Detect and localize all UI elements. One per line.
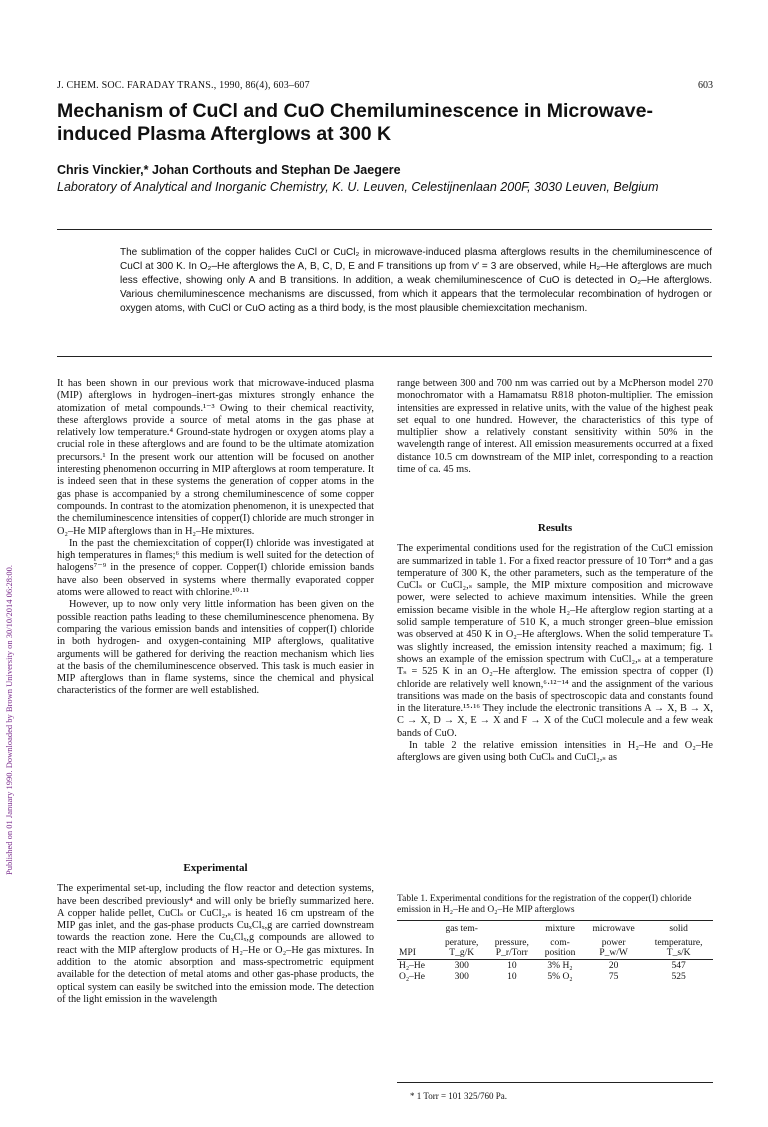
body-paragraph: In the past the chemiexcitation of copper(I) chloride was investigated at high temperatures in flames;⁶ this medium is well suited for the detection of halogens⁷⁻⁹ in the presence of copper. Copper(I) chloride emission bands have also been observed in systems where thermally evaporated copper atoms were allowed to react with chlorine.¹⁰·¹¹ [57, 537, 374, 599]
table-header-row [397, 938, 713, 949]
body-paragraph: range between 300 and 700 nm was carried out by a McPherson model 270 monochromator with a Hamamatsu R818 photon-multiplier. The emission intensities are expressed in relative units, with the value of the highest peak set equal to one hundred. However, the characteristics of this type of multiplier show a relatively constant sensitivity within 50% in the wavelength range of interest. All emission measurements occurred at a fixed distance 10.5 cm downstream of the MIP inlet, corresponding to a reaction time of ca. 45 ms. [397, 378, 713, 476]
table-cell: O₂–He [399, 972, 425, 982]
table-cell: 10 [507, 960, 517, 971]
results-section [397, 522, 713, 765]
table-header-cell: com- [550, 937, 570, 948]
table-header-cell: T_g/K [449, 948, 475, 958]
table-cell: 300 [454, 972, 469, 982]
table-row [397, 959, 713, 971]
table-header-cell [397, 921, 437, 938]
table-header-cell [487, 921, 537, 938]
body-paragraph: It has been shown in our previous work that microwave-induced plasma (MIP) afterglows in hydrogen–inert-gas mixtures strongly enhance the atomization of metal compounds.¹⁻³ Owing to their chemical reactivity, these afterglows provide a source of metal atoms in the gas phase at relatively low temperature.⁴ Ground-state hydrogen or oxygen atoms play a crucial role in these afterglows and are found to be the ultimate atomization precursors.¹ In the present work our attention will be focused on another interesting phenomenon occurring in MIP afterglows at room temperature. It is indeed seen that in these systems the generation of copper atoms in the gas phase is accompanied by a strong chemiluminescence of some copper compounds. In contrast to the atomization phenomenon, it is unexpected that the chemiluminescence intensities of copper(I) chloride are much stronger in O₂–He MIP afterglows than in H₂–He mixtures. [57, 378, 374, 537]
article-title: Mechanism of CuCl and CuO Chemiluminescence in Microwave-induced Plasma Afterglows at 300 K [57, 100, 653, 145]
table-header-cell: position [544, 948, 576, 958]
body-paragraph: The experimental set-up, including the flow reactor and detection systems, have been described previously⁴ and will only be briefly summarized here. A copper halide pellet, CuClₛ or CuCl₂,ₛ is heated 16 cm upstream of the MIP gas inlet, and the gas-phase products CuₓClₓ,g are carried downstream towards the reaction zone. Here the CuₓClₓ,g compounds are allowed to react with the MIP afterglow products of H₂–He or O₂–He gas mixtures. In addition to the atomic absorption and mass-spectrometric equipment available for the detection of metal atoms and other gas-phase products, the optical system can easily be switched into the emission mode. The detection of the light emission in the wavelength [57, 883, 374, 1005]
table-header-cell: gas tem- [445, 924, 478, 934]
journal-header: J. CHEM. SOC. FARADAY TRANS., 1990, 86(4), 603–607 [57, 80, 310, 91]
right-column [397, 378, 713, 476]
table-cell: 300 [454, 960, 469, 971]
table-header-cell: solid [669, 924, 688, 934]
table-header-cell: mixture [545, 924, 575, 934]
table-header-cell: microwave [592, 924, 635, 934]
authors: Chris Vinckier,* Johan Corthouts and Stephan De Jaegere [57, 163, 401, 177]
page-number: 603 [698, 80, 713, 91]
download-note: Published on 01 January 1990. Downloaded by Brown University on 30/10/2014 06:28:00. [4, 565, 14, 875]
divider [57, 356, 712, 357]
section-heading: Results [537, 522, 573, 534]
abstract: The sublimation of the copper halides CuCl or CuCl₂ in microwave-induced plasma afterglows results in the chemiluminescence of CuCl at 300 K. In O₂–He afterglows the A, B, C, D, E and F transitions up from v′ = 3 are observed, while H₂–He afterglows are much less effective, showing only A and B transitions. In addition, a weak chemiluminescence of CuO is detected in O₂–He afterglows. Various chemiluminescence mechanisms are discussed, from which it appears that the termolecular recombination of hydrogen or oxygen atoms, with CuCl or CuO acting as a third body, is the most plausible chemiexcitation mechanism. [120, 247, 712, 315]
left-column [57, 378, 374, 698]
footnote-divider [397, 1082, 713, 1083]
divider [57, 229, 712, 230]
table-cell: 75 [608, 972, 619, 982]
body-paragraph: However, up to now only very little information has been given on the possible reaction paths leading to these chemiluminescence phenomena. By comparing the various emission bands and intensities of copper(I) chloride in both hydrogen- and oxygen-containing MIP afterglows, qualitative arguments will be gathered for deriving the reaction mechanism which lies at the basis of the chemiluminescence observed. This task is much easier in MIP afterglows than in flame systems, since the chemical and physical characteristics of the former are well established. [57, 599, 374, 697]
table-cell: 10 [507, 972, 517, 982]
table-header-cell: P_w/W [599, 948, 628, 958]
table-cell: 5% O₂ [547, 972, 573, 982]
table-header-row [397, 921, 713, 938]
footnote: * 1 Torr = 101 325/760 Pa. [410, 1091, 508, 1101]
affiliation: Laboratory of Analytical and Inorganic Chemistry, K. U. Leuven, Celestijnenlaan 200F, 3030 Leuven, Belgium [57, 180, 659, 194]
table-header-cell [397, 938, 437, 949]
table-cell: 547 [671, 960, 686, 971]
table-cell: 20 [608, 960, 619, 971]
body-paragraph: In table 2 the relative emission intensities in H₂–He and O₂–He afterglows are given using both CuClₛ and CuCl₂,ₛ as [397, 740, 713, 764]
body-paragraph: The experimental conditions used for the registration of the CuCl emission are summarized in table 1. For a fixed reactor pressure of 10 Torr* and a gas temperature of 300 K, the other parameters, such as the temperature of the CuClₛ or CuCl₂,ₛ sample, the MIP mixture composition and microwave power, were selected to achieve maximum intensities. While the green emission became visible in the whole H₂–He afterglow region starting at a solid sample temperature of 510 K, a much stronger green–blue emission was observed at 450 K in O₂–He afterglows. When the solid temperature Tₛ was slightly increased, the emission intensity reached a maximum; fig. 1 shows an example of the emission spectrum with CuCl₂,ₛ at a temperature Tₛ = 525 K in an O₂–He afterglow. The emission spectra of copper (I) chloride are relatively well known,⁶·¹²⁻¹⁴ and the assignment of the various transitions was made on the basis of spectroscopic data and constants found in the literature.¹⁵·¹⁶ They include the electronic transitions A → X, B → X, C → X, D → X, E → X and F → X of the CuCl molecule and a few weak bands of CuO. [397, 543, 713, 739]
table-header-cell: P_r/Torr [495, 948, 528, 958]
table-header-cell: pressure, [494, 937, 529, 948]
table-1 [397, 920, 713, 983]
table-row [397, 971, 713, 983]
table-header-cell: T_s/K [666, 948, 691, 958]
table-cell: 3% H₂ [547, 960, 573, 971]
table-caption: Table 1. Experimental conditions for the registration of the copper(I) chloride emission in H₂–He and O₂–He MIP afterglows [397, 894, 692, 915]
table-header-cell: perature, [444, 937, 479, 948]
table-cell: H₂–He [399, 960, 425, 971]
table-cell: 525 [671, 972, 686, 982]
table-header-cell: power [601, 937, 626, 948]
table-header-cell: temperature, [654, 937, 703, 948]
table-header-row [397, 948, 713, 959]
table-header-cell: MPI [399, 948, 416, 958]
download-watermark [4, 225, 16, 875]
experimental-section [57, 862, 374, 1006]
section-heading: Experimental [183, 862, 248, 874]
